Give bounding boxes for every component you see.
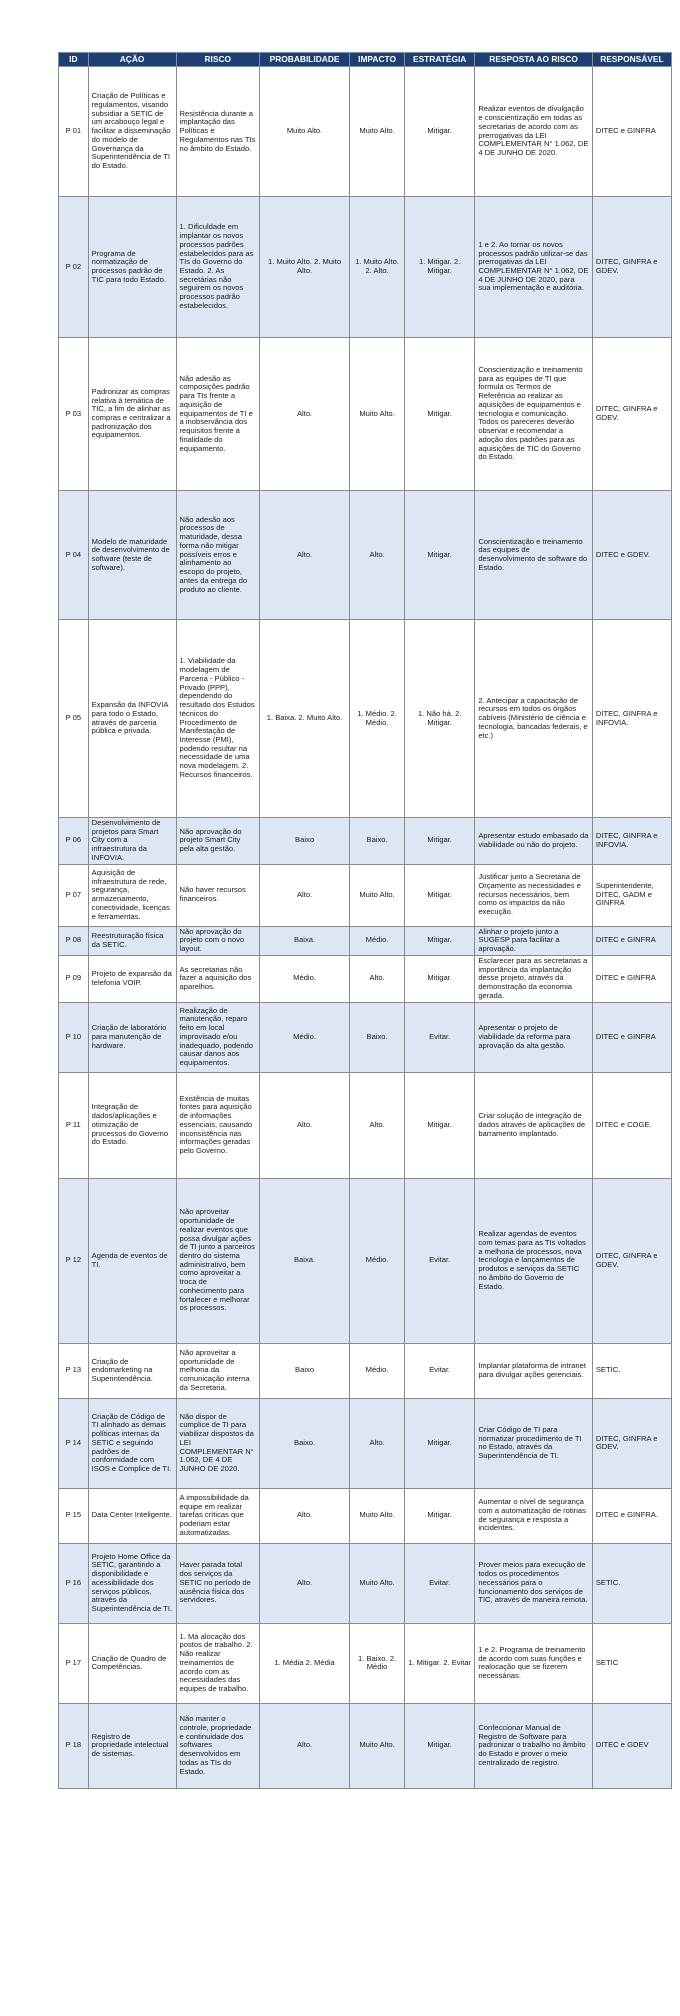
cell-resposta: Apresentar estudo embasado da viabilidade ou não do projeto. (475, 818, 593, 865)
cell-probabilidade: Alto. (260, 864, 350, 926)
cell-probabilidade: Alto. (260, 338, 350, 491)
cell-probabilidade: Baixo (260, 1343, 350, 1398)
cell-responsavel: DITEC, GINFRA e GDEV. (592, 1178, 671, 1343)
cell-probabilidade: Médio. (260, 1002, 350, 1072)
cell-id: P 12 (59, 1178, 89, 1343)
cell-estrategia: 1. Mitigar. 2. Evitar (405, 1623, 475, 1703)
cell-risco: Realização de manutenção, reparo feito em local improvisado e/ou inadequado, podendo causar danos aos equipamentos. (176, 1002, 259, 1072)
cell-id: P 08 (59, 926, 89, 955)
cell-resposta: Realizar eventos de divulgação e conscientização em todas as secretarias de acordo com as prerrogativas da LEI COMPLEMENTAR N° 1.062, DE 4 DE JUNHO DE 2020. (475, 67, 593, 197)
cell-impacto: Muito Alto. (350, 1703, 405, 1788)
cell-impacto: Médio. (350, 1343, 405, 1398)
cell-estrategia: Evitar. (405, 1543, 475, 1623)
cell-estrategia: Mitigar. (405, 955, 475, 1002)
table-row (59, 491, 672, 620)
cell-resposta: Criar solução de integração de dados através de aplicações de barramento implantado. (475, 1072, 593, 1178)
cell-responsavel: DITEC, GINFRA e INFOVIA. (592, 818, 671, 865)
header-probabilidade: PROBABILIDADE (260, 53, 350, 67)
cell-resposta: Aumentar o nível de segurança com a automatização de rotinas de segurança e resposta a incidentes. (475, 1488, 593, 1543)
table-row (59, 1488, 672, 1543)
cell-responsavel: DITEC, GINFRA e GDEV. (592, 197, 671, 338)
cell-probabilidade: Baixa. (260, 926, 350, 955)
cell-impacto: 1. Muito Alto. 2. Alto. (350, 197, 405, 338)
table-row (59, 1072, 672, 1178)
cell-responsavel: DITEC, GINFRA e GDEV. (592, 1398, 671, 1488)
cell-probabilidade: 1. Média 2. Média (260, 1623, 350, 1703)
table-header-row (59, 53, 672, 67)
cell-acao: Expansão da INFOVIA para todo o Estado, através de parceria pública e privada. (88, 620, 176, 818)
cell-risco: Não manter o controle, propriedade e continuidade dos softwares desenvolvidos em todas as TIs do Estado. (176, 1703, 259, 1788)
cell-impacto: 1. Médio. 2. Médio. (350, 620, 405, 818)
table-row (59, 1703, 672, 1788)
cell-responsavel: SETIC (592, 1623, 671, 1703)
cell-acao: Padronizar as compras relativa à temática de TIC, a fim de alinhar as compras e centralizar a padronização dos equipamentos. (88, 338, 176, 491)
header-acao: AÇÃO (88, 53, 176, 67)
table-body (59, 67, 672, 1789)
cell-acao: Criação de Código de TI alinhado as demais políticas internas da SETIC e seguindo padrões de conformidade com ISOS e Complice de TI. (88, 1398, 176, 1488)
header-estrategia: ESTRATÉGIA (405, 53, 475, 67)
cell-probabilidade: Alto. (260, 1072, 350, 1178)
cell-probabilidade: Médio. (260, 955, 350, 1002)
table-row (59, 864, 672, 926)
cell-responsavel: DITEC e GDEV (592, 1703, 671, 1788)
cell-probabilidade: Baixa. (260, 1178, 350, 1343)
cell-acao: Criação de Quadro de Competências. (88, 1623, 176, 1703)
cell-resposta: 2. Antecipar a capacitação de recursos em todos os órgãos cabíveis (Ministério de ciência e tecnologia, bancadas federais, e etc.) (475, 620, 593, 818)
cell-responsavel: DITEC e GINFRA (592, 1002, 671, 1072)
cell-estrategia: Mitigar. (405, 864, 475, 926)
cell-resposta: Criar Código de TI para normatizar procedimento de TI no Estado, através da Superintendência de TI. (475, 1398, 593, 1488)
cell-estrategia: Mitigar. (405, 67, 475, 197)
cell-risco: Não aproveitar a oportunidade de melhoria da comunicação interna da Secretaria. (176, 1343, 259, 1398)
cell-responsavel: DITEC e GINFRA (592, 926, 671, 955)
cell-risco: Não adesão aos processos de maturidade, dessa forma não mitigar possíveis erros e alinhamento ao escopo do projeto, antes da entrega do produto ao cliente. (176, 491, 259, 620)
cell-impacto: 1. Baixo. 2. Médio (350, 1623, 405, 1703)
cell-id: P 02 (59, 197, 89, 338)
cell-probabilidade: Alto. (260, 1543, 350, 1623)
cell-responsavel: DITEC e GINFRA (592, 67, 671, 197)
cell-estrategia: Mitigar. (405, 1703, 475, 1788)
cell-estrategia: Mitigar. (405, 1072, 475, 1178)
cell-acao: Integração de dados/aplicações e otimização de processos do Governo do Estado. (88, 1072, 176, 1178)
cell-impacto: Muito Alto. (350, 67, 405, 197)
table-row (59, 926, 672, 955)
cell-estrategia: Mitigar. (405, 491, 475, 620)
cell-risco: As secretarias não fazer a aquisição dos aparelhos. (176, 955, 259, 1002)
cell-id: P 16 (59, 1543, 89, 1623)
cell-responsavel: Superintendente, DITEC, GADM e GINFRA (592, 864, 671, 926)
cell-estrategia: Mitigar. (405, 1488, 475, 1543)
cell-impacto: Alto. (350, 1398, 405, 1488)
header-responsavel: RESPONSÁVEL (592, 53, 671, 67)
cell-estrategia: 1. Mitigar. 2. Mitigar. (405, 197, 475, 338)
cell-resposta: Conscientização e treinamento das equipes de desenvolvimento de software do Estado. (475, 491, 593, 620)
cell-acao: Criação de Políticas e regulamentos, visando subsidiar a SETIC de um arcabouço legal e facilitar a disseminação do modelo de Governança da Superintendência de TI do Estado. (88, 67, 176, 197)
header-resposta: RESPOSTA AO RISCO (475, 53, 593, 67)
cell-acao: Data Center Inteligente. (88, 1488, 176, 1543)
table-row (59, 1343, 672, 1398)
cell-id: P 05 (59, 620, 89, 818)
cell-acao: Criação de endomarketing na Superintendência. (88, 1343, 176, 1398)
cell-risco: Não aprovação do projeto com o novo layout. (176, 926, 259, 955)
table-row (59, 1623, 672, 1703)
cell-probabilidade: Alto. (260, 1703, 350, 1788)
cell-responsavel: SETIC. (592, 1543, 671, 1623)
table-row (59, 818, 672, 865)
cell-impacto: Alto. (350, 491, 405, 620)
table-row (59, 1543, 672, 1623)
cell-risco: A impossibilidade da equipe em realizar tarefas críticas que poderiam estar automatizadas. (176, 1488, 259, 1543)
cell-impacto: Muito Alto. (350, 1488, 405, 1543)
cell-resposta: Realizar agendas de eventos com temas para as TIs voltados a melhoria de processos, nova tecnologia e lançamentos de produtos e serviços da SETIC no âmbito do Governo de Estado. (475, 1178, 593, 1343)
cell-risco: Não aproveitar oportunidade de realizar eventos que possa divulgar ações de TI junto a parceiros dentro do sistema administrativo, bem como aproveitar a troca de conhecimento para fortalecer e melhorar os processos. (176, 1178, 259, 1343)
cell-risco: 1. Má alocação dos postos de trabalho. 2. Não realizar treinamentos de acordo com as necessidades das equipes de trabalho. (176, 1623, 259, 1703)
cell-id: P 09 (59, 955, 89, 1002)
cell-estrategia: Mitigar. (405, 926, 475, 955)
cell-resposta: Justificar junto a Secretária de Orçamento as necessidades e recursos necessários, bem como os impactos da não execução. (475, 864, 593, 926)
cell-estrategia: Mitigar. (405, 818, 475, 865)
cell-resposta: Implantar plataforma de intranet para divulgar ações gerenciais. (475, 1343, 593, 1398)
cell-risco: Existência de muitas fontes para aquisição de informações essenciais, causando inconsistência nas informações geradas pelo Governo. (176, 1072, 259, 1178)
cell-id: P 14 (59, 1398, 89, 1488)
cell-resposta: 1 e 2. Ao tornar os novos processos padrão utilizar-se das prerrogativas da LEI COMPLEMENTAR N° 1.062, DE 4 DE JUNHO DE 2020, para sua implementação e auditória. (475, 197, 593, 338)
cell-risco: Não adesão as composições padrão para TIs frente a aquisição de equipamentos de TI e a inobservância dos requisitos frente a finalidade do equipamento. (176, 338, 259, 491)
cell-probabilidade: Baixo. (260, 1398, 350, 1488)
cell-impacto: Alto. (350, 1072, 405, 1178)
cell-id: P 10 (59, 1002, 89, 1072)
cell-acao: Reestruturação física da SETIC. (88, 926, 176, 955)
cell-id: P 18 (59, 1703, 89, 1788)
cell-impacto: Baixo. (350, 818, 405, 865)
cell-resposta: Conscientização e treinamento para as equipes de TI que formula os Termos de Referência ao realizar as aquisições de equipamentos e tecnologia e comunicação. Todos os pareceres deverão observar e recomendar a adoção dos padrões para as aquisições de TIC do Governo do Estado. (475, 338, 593, 491)
cell-resposta: Apresentar o projeto de viabilidade da reforma para aprovação da alta gestão. (475, 1002, 593, 1072)
cell-estrategia: Mitigar. (405, 1398, 475, 1488)
cell-id: P 13 (59, 1343, 89, 1398)
header-risco: RISCO (176, 53, 259, 67)
cell-acao: Aquisição de infraestrutura de rede, segurança, armazenamento, conectividade, licenças e ferramentas. (88, 864, 176, 926)
cell-risco: 1. Viabilidade da modelagem de Parceria - Público - Privado (PPP), dependendo do resultado dos Estudos técnicos do Procedimento de Manifestação de Interesse (PMI), podendo resultar na necessidade de uma nova modelagem. 2. Recursos financeiros. (176, 620, 259, 818)
cell-acao: Desenvolvimento de projetos para Smart City com a infraestrutura da INFOVIA. (88, 818, 176, 865)
cell-id: P 07 (59, 864, 89, 926)
cell-probabilidade: Baixo (260, 818, 350, 865)
cell-responsavel: DITEC e GINFRA. (592, 1488, 671, 1543)
cell-acao: Criação de laboratório para manutenção de hardware. (88, 1002, 176, 1072)
cell-responsavel: DITEC, GINFRA e INFOVIA. (592, 620, 671, 818)
cell-resposta: Prover meios para execução de todos os procedimentos necessários para o funcionamento dos serviços de TIC, através de maneira remota. (475, 1543, 593, 1623)
cell-id: P 15 (59, 1488, 89, 1543)
cell-impacto: Baixo. (350, 1002, 405, 1072)
cell-estrategia: Evitar. (405, 1178, 475, 1343)
cell-risco: Não dispor de cumplice de TI para viabilizar dispostos da LEI COMPLEMENTAR N° 1.062, DE 4 DE JUNHO DE 2020. (176, 1398, 259, 1488)
cell-impacto: Médio. (350, 926, 405, 955)
cell-responsavel: DITEC e COGE. (592, 1072, 671, 1178)
cell-resposta: Confeccionar Manual de Registro de Software para padronizar o trabalho no âmbito do Estado e prover o meio centralizado de registro. (475, 1703, 593, 1788)
cell-id: P 01 (59, 67, 89, 197)
cell-risco: Não aprovação do projeto Smart City pela alta gestão. (176, 818, 259, 865)
cell-impacto: Muito Alto. (350, 1543, 405, 1623)
table-row (59, 67, 672, 197)
cell-estrategia: 1. Não há. 2. Mitigar. (405, 620, 475, 818)
cell-acao: Projeto Home Office da SETIC, garantindo a disponibilidade e acessibilidade dos serviços públicos, através da Superintendência de TI. (88, 1543, 176, 1623)
cell-acao: Modelo de maturidade de desenvolvimento de software (teste de software). (88, 491, 176, 620)
table-row (59, 1398, 672, 1488)
table-row (59, 1002, 672, 1072)
cell-impacto: Muito Alto. (350, 338, 405, 491)
header-id: ID (59, 53, 89, 67)
cell-id: P 17 (59, 1623, 89, 1703)
cell-estrategia: Mitigar. (405, 338, 475, 491)
cell-probabilidade: Alto. (260, 491, 350, 620)
cell-probabilidade: 1. Muito Alto. 2. Muito Alto. (260, 197, 350, 338)
cell-responsavel: SETIC. (592, 1343, 671, 1398)
cell-impacto: Muito Alto. (350, 864, 405, 926)
cell-responsavel: DITEC e GINFRA (592, 955, 671, 1002)
table-row (59, 1178, 672, 1343)
header-impacto: IMPACTO (350, 53, 405, 67)
cell-id: P 11 (59, 1072, 89, 1178)
cell-estrategia: Evitar. (405, 1002, 475, 1072)
cell-responsavel: DITEC e GDEV. (592, 491, 671, 620)
table-row (59, 620, 672, 818)
risk-table (58, 52, 672, 1789)
cell-probabilidade: Alto. (260, 1488, 350, 1543)
cell-id: P 04 (59, 491, 89, 620)
cell-acao: Registro de propriedade intelectual de sistemas. (88, 1703, 176, 1788)
cell-id: P 06 (59, 818, 89, 865)
cell-acao: Projeto de expansão da telefonia VOIP. (88, 955, 176, 1002)
table-row (59, 955, 672, 1002)
cell-acao: Agenda de eventos de TI. (88, 1178, 176, 1343)
cell-risco: Haver parada total dos serviços da SETIC no período de ausência física dos servidores. (176, 1543, 259, 1623)
cell-acao: Programa de normatização de processos padrão de TIC para todo Estado. (88, 197, 176, 338)
table-row (59, 338, 672, 491)
cell-resposta: Esclarecer para as secretarias a importância da implantação desse projeto, através da demonstração da economia gerada. (475, 955, 593, 1002)
table-row (59, 197, 672, 338)
cell-resposta: Alinhar o projeto junto a SUGESP para facilitar a aprovação. (475, 926, 593, 955)
cell-probabilidade: 1. Baixa. 2. Muito Alto. (260, 620, 350, 818)
cell-probabilidade: Muito Alto. (260, 67, 350, 197)
cell-risco: 1. Dificuldade em implantar os novos processos padrões estabelecidos para as TIs do Governo do Estado. 2. As secretárias não seguirem os novos processos padrão estabelecidos. (176, 197, 259, 338)
cell-risco: Não haver recursos financeiros. (176, 864, 259, 926)
cell-id: P 03 (59, 338, 89, 491)
cell-responsavel: DITEC, GINFRA e GDEV. (592, 338, 671, 491)
cell-estrategia: Evitar. (405, 1343, 475, 1398)
cell-impacto: Médio. (350, 1178, 405, 1343)
cell-impacto: Alto. (350, 955, 405, 1002)
cell-resposta: 1 e 2. Programa de treinamento de acordo com suas funções e realocação que se fizerem necessárias. (475, 1623, 593, 1703)
cell-risco: Resistência durante a implantação das Políticas e Regulamentos nas TIs no âmbito do Estado. (176, 67, 259, 197)
